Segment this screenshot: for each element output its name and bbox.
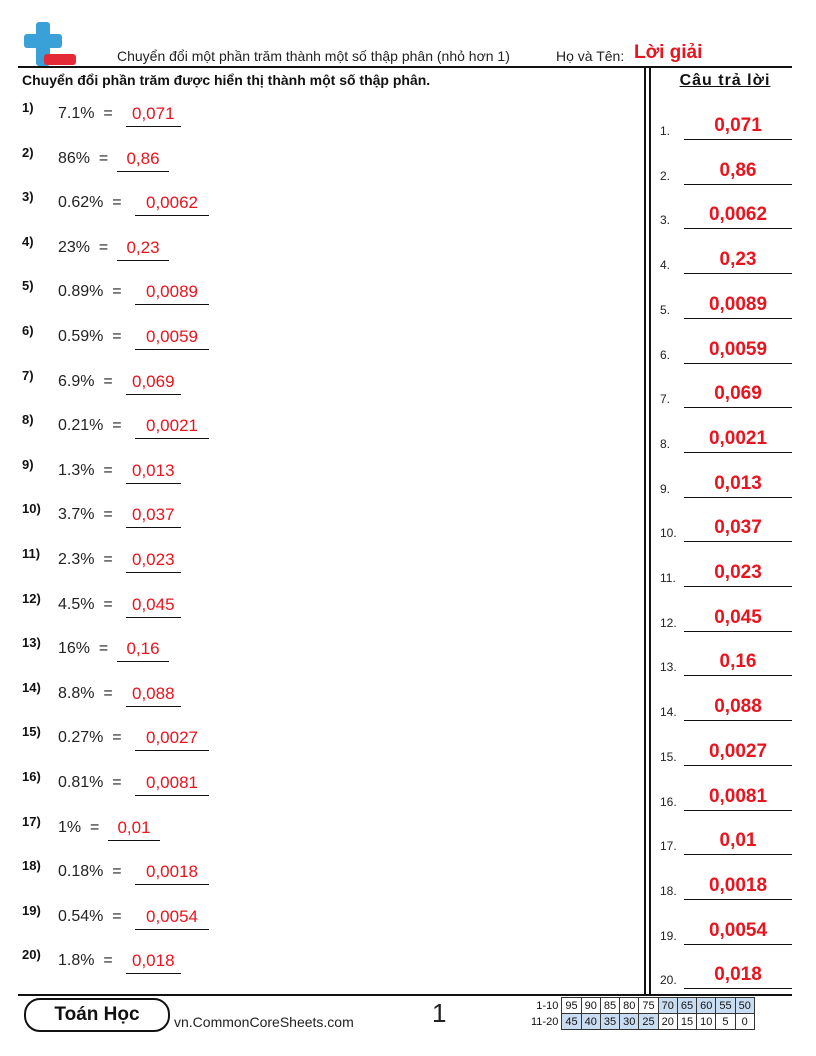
answer-line <box>684 720 792 721</box>
problem-row <box>22 323 622 353</box>
score-cell: 60 <box>697 998 716 1014</box>
problem-expression: 23% = <box>58 238 109 256</box>
problem-row <box>22 769 622 799</box>
score-cell: 90 <box>581 998 600 1014</box>
problem-answer-field[interactable]: 0,071 <box>126 104 181 127</box>
problem-expression: 4.5% = <box>58 595 113 613</box>
problem-number: 18) <box>22 858 41 874</box>
problem-number: 3) <box>22 189 34 205</box>
problem-row <box>22 903 622 933</box>
answer-line <box>684 497 792 498</box>
answer-key-value: 0,0062 <box>708 204 768 226</box>
problem-answer-field[interactable]: 0,0062 <box>135 193 209 216</box>
answer-key-row <box>660 781 792 811</box>
answer-key-number: 15. <box>660 749 677 764</box>
problem-expression: 0.59% = <box>58 328 122 345</box>
answer-key-value: 0,0018 <box>708 874 768 896</box>
answer-line <box>684 407 792 408</box>
answer-key-number: 17. <box>660 839 677 854</box>
problem-expression: 1% = <box>58 818 100 836</box>
answer-key-value: 0,013 <box>714 472 762 494</box>
problem-number: 8) <box>22 412 34 428</box>
answer-key-row <box>660 870 792 900</box>
answer-key-number: 6. <box>660 347 671 362</box>
problem-expression: 3.7% = <box>58 506 113 524</box>
problem-row <box>22 501 622 531</box>
score-cell: 45 <box>562 1014 581 1030</box>
problem-expression: 0.21% = <box>58 417 122 435</box>
answer-line <box>684 988 792 989</box>
answer-key-row <box>660 736 792 766</box>
score-row-label: 1-10 <box>536 999 559 1012</box>
answer-line <box>684 586 792 587</box>
problem-row <box>22 145 622 175</box>
answer-line <box>684 363 792 364</box>
problem-answer-field[interactable]: 0,018 <box>126 951 181 974</box>
problem-row <box>22 368 622 398</box>
problem-expression: 7.1% = <box>58 105 113 122</box>
problem-expression: 0.89% = <box>58 283 122 301</box>
problem-expression: 0.81% = <box>58 774 122 791</box>
answer-key-value: 0,0021 <box>708 427 768 449</box>
problem-expression: 6.9% = <box>58 372 113 390</box>
answer-key-number: 14. <box>660 705 677 720</box>
problem-row <box>22 724 622 754</box>
problem-number: 19) <box>22 902 41 918</box>
answer-line <box>684 452 792 453</box>
problem-number: 7) <box>22 367 34 383</box>
score-cell: 0 <box>735 1014 754 1030</box>
answer-key-value: 0,037 <box>714 517 762 539</box>
answer-line <box>684 184 792 185</box>
problem-number: 15) <box>22 724 41 740</box>
score-cell: 75 <box>639 998 658 1014</box>
answer-key-header: Câu trả lời <box>679 72 771 89</box>
problem-expression: 1.8% = <box>58 952 113 970</box>
problem-expression: 0.54% = <box>58 907 122 925</box>
problem-row <box>22 858 622 888</box>
answer-key-number: 16. <box>660 794 677 809</box>
problem-row <box>22 680 622 710</box>
problem-number: 12) <box>22 590 41 606</box>
problem-expression: 0.27% = <box>58 729 122 747</box>
score-cell: 55 <box>716 998 735 1014</box>
answer-line <box>684 854 792 855</box>
problem-row <box>22 189 622 219</box>
name-value: Lời giải <box>634 42 703 63</box>
problem-number: 20) <box>22 947 41 963</box>
problem-number: 9) <box>22 456 34 472</box>
answer-key-number: 1. <box>660 124 671 138</box>
problem-answer-field[interactable]: 0,86 <box>117 149 169 172</box>
score-cell: 5 <box>716 1014 735 1030</box>
problem-number: 14) <box>22 679 41 695</box>
answer-key-value: 0,088 <box>714 696 762 718</box>
answer-line <box>684 631 792 632</box>
score-cell: 30 <box>620 1014 639 1030</box>
answer-key-number: 20. <box>660 973 677 988</box>
score-row <box>528 998 754 1014</box>
name-label: Họ và Tên: <box>556 48 625 64</box>
answer-key-value: 0,071 <box>714 115 762 136</box>
answer-key-number: 19. <box>660 928 677 943</box>
problem-row <box>22 457 622 487</box>
problem-answer-field[interactable]: 0,088 <box>126 684 181 707</box>
answer-line <box>684 139 792 140</box>
instructions: Chuyển đổi phần trăm được hiển thị thành một số thập phân. <box>22 72 431 88</box>
problem-row <box>22 635 622 665</box>
site-url: vn.CommonCoreSheets.com <box>174 1014 354 1030</box>
answer-key-row <box>660 110 792 140</box>
problem-answer-field[interactable]: 0,0089 <box>135 282 209 305</box>
answer-line <box>684 228 792 229</box>
answer-key-number: 13. <box>660 660 677 675</box>
problem-number: 10) <box>22 501 41 517</box>
problem-answer-field[interactable]: 0,23 <box>117 238 169 261</box>
problem-number: 4) <box>22 233 34 249</box>
answer-key-row <box>660 691 792 721</box>
answer-key-value: 0,0089 <box>708 293 768 315</box>
answer-line <box>684 541 792 542</box>
problem-expression: 1.3% = <box>58 461 113 479</box>
answer-key-value: 0,045 <box>714 606 762 628</box>
answer-key-value: 0,16 <box>719 651 757 673</box>
answer-key-value: 0,01 <box>719 830 757 852</box>
answer-key-row <box>660 334 792 364</box>
answer-line <box>684 675 792 676</box>
score-cell: 85 <box>600 998 619 1014</box>
answer-key-row <box>660 468 792 498</box>
answer-key-row <box>660 646 792 676</box>
answer-key-value: 0,018 <box>714 964 762 986</box>
answer-key-row <box>660 289 792 319</box>
problem-row <box>22 814 622 844</box>
score-table <box>528 997 755 1030</box>
answer-key-row <box>660 423 792 453</box>
score-cell: 25 <box>639 1014 658 1030</box>
problem-row <box>22 100 622 130</box>
answer-key-number: 4. <box>660 258 671 273</box>
answer-key-value: 0,0081 <box>708 785 768 807</box>
brand-badge: Toán Học <box>24 998 170 1032</box>
problem-row <box>22 412 622 442</box>
answer-key-row <box>660 959 792 989</box>
problem-answer-field[interactable]: 0,16 <box>117 639 169 662</box>
page-number: 1 <box>432 998 447 1028</box>
footer-rule <box>18 994 792 996</box>
problem-row <box>22 546 622 576</box>
score-cell: 50 <box>735 998 754 1014</box>
problem-answer-field[interactable]: 0,0054 <box>135 907 209 930</box>
score-row <box>528 1014 754 1030</box>
score-cell: 95 <box>562 998 581 1014</box>
problem-expression: 0.18% = <box>58 863 122 881</box>
answer-key-number: 3. <box>660 213 671 228</box>
answer-key-row <box>660 155 792 185</box>
answer-key-number: 10. <box>660 526 677 541</box>
score-cell: 35 <box>600 1014 619 1030</box>
answer-line <box>684 810 792 811</box>
answer-line <box>684 944 792 945</box>
score-row-label: 11-20 <box>531 1015 559 1028</box>
answer-line <box>684 765 792 766</box>
score-cell: 80 <box>620 998 639 1014</box>
problem-answer-field[interactable]: 0,013 <box>126 461 181 484</box>
answer-key-number: 5. <box>660 302 671 317</box>
problem-number: 13) <box>22 635 41 651</box>
answer-key-row <box>660 825 792 855</box>
problem-row <box>22 947 622 977</box>
answer-key-row <box>660 915 792 945</box>
answer-key-number: 9. <box>660 481 671 496</box>
problem-number: 2) <box>22 144 34 160</box>
problem-number: 1) <box>22 100 34 115</box>
answer-key-value: 0,0027 <box>708 740 768 762</box>
problem-answer-field[interactable]: 0,023 <box>126 550 181 573</box>
problem-answer-field[interactable]: 0,0059 <box>135 327 209 350</box>
problem-expression: 2.3% = <box>58 551 113 568</box>
problem-answer-field[interactable]: 0,069 <box>126 372 181 395</box>
problem-row <box>22 591 622 621</box>
answer-key-row <box>660 199 792 229</box>
problem-answer-field[interactable]: 0,0021 <box>135 416 209 439</box>
answer-key-value: 0,0059 <box>708 338 768 360</box>
problem-expression: 8.8% = <box>58 684 113 702</box>
answer-key-number: 12. <box>660 615 677 630</box>
answer-key-value: 0,023 <box>714 562 762 583</box>
answer-key-row <box>660 557 792 587</box>
problem-expression: 86% = <box>58 149 109 167</box>
answer-key-value: 0,23 <box>719 249 757 271</box>
problem-number: 16) <box>22 769 41 784</box>
answer-key-row <box>660 378 792 408</box>
answer-key-value: 0,86 <box>719 159 757 181</box>
answer-key-number: 18. <box>660 883 677 898</box>
problem-expression: 16% = <box>58 640 109 658</box>
answer-key-row <box>660 512 792 542</box>
answer-line <box>684 899 792 900</box>
problem-answer-field[interactable]: 0,0081 <box>135 773 209 796</box>
answer-key-value: 0,069 <box>714 383 762 405</box>
header-rule <box>18 66 792 68</box>
score-cell: 65 <box>677 998 696 1014</box>
problem-answer-field[interactable]: 0,045 <box>126 595 181 618</box>
column-divider <box>644 68 651 994</box>
score-cell: 20 <box>658 1014 677 1030</box>
answer-line <box>684 273 792 274</box>
problem-answer-field[interactable]: 0,0027 <box>135 728 209 751</box>
score-cell: 10 <box>697 1014 716 1030</box>
problem-expression: 0.62% = <box>58 194 122 212</box>
problem-number: 17) <box>22 813 41 829</box>
problem-row <box>22 278 622 308</box>
answer-key-number: 11. <box>660 571 676 585</box>
worksheet-title: Chuyển đổi một phần trăm thành một số thập phân (nhỏ hơn 1) <box>117 48 510 64</box>
answer-key-number: 2. <box>660 168 671 183</box>
problem-number: 6) <box>22 323 34 338</box>
problem-answer-field[interactable]: 0,0018 <box>135 862 209 885</box>
score-cell: 15 <box>677 1014 696 1030</box>
answer-key-row <box>660 602 792 632</box>
answer-key-value: 0,0054 <box>708 919 768 941</box>
answer-key-row <box>660 244 792 274</box>
score-cell: 40 <box>581 1014 600 1030</box>
problem-answer-field[interactable]: 0,037 <box>126 505 181 528</box>
problem-number: 11) <box>22 546 41 561</box>
answer-key-number: 7. <box>660 392 671 407</box>
answer-line <box>684 318 792 319</box>
problem-row <box>22 234 622 264</box>
score-cell: 70 <box>658 998 677 1014</box>
answer-key-number: 8. <box>660 436 671 451</box>
problem-answer-field[interactable]: 0,01 <box>108 818 160 841</box>
problem-number: 5) <box>22 278 34 294</box>
